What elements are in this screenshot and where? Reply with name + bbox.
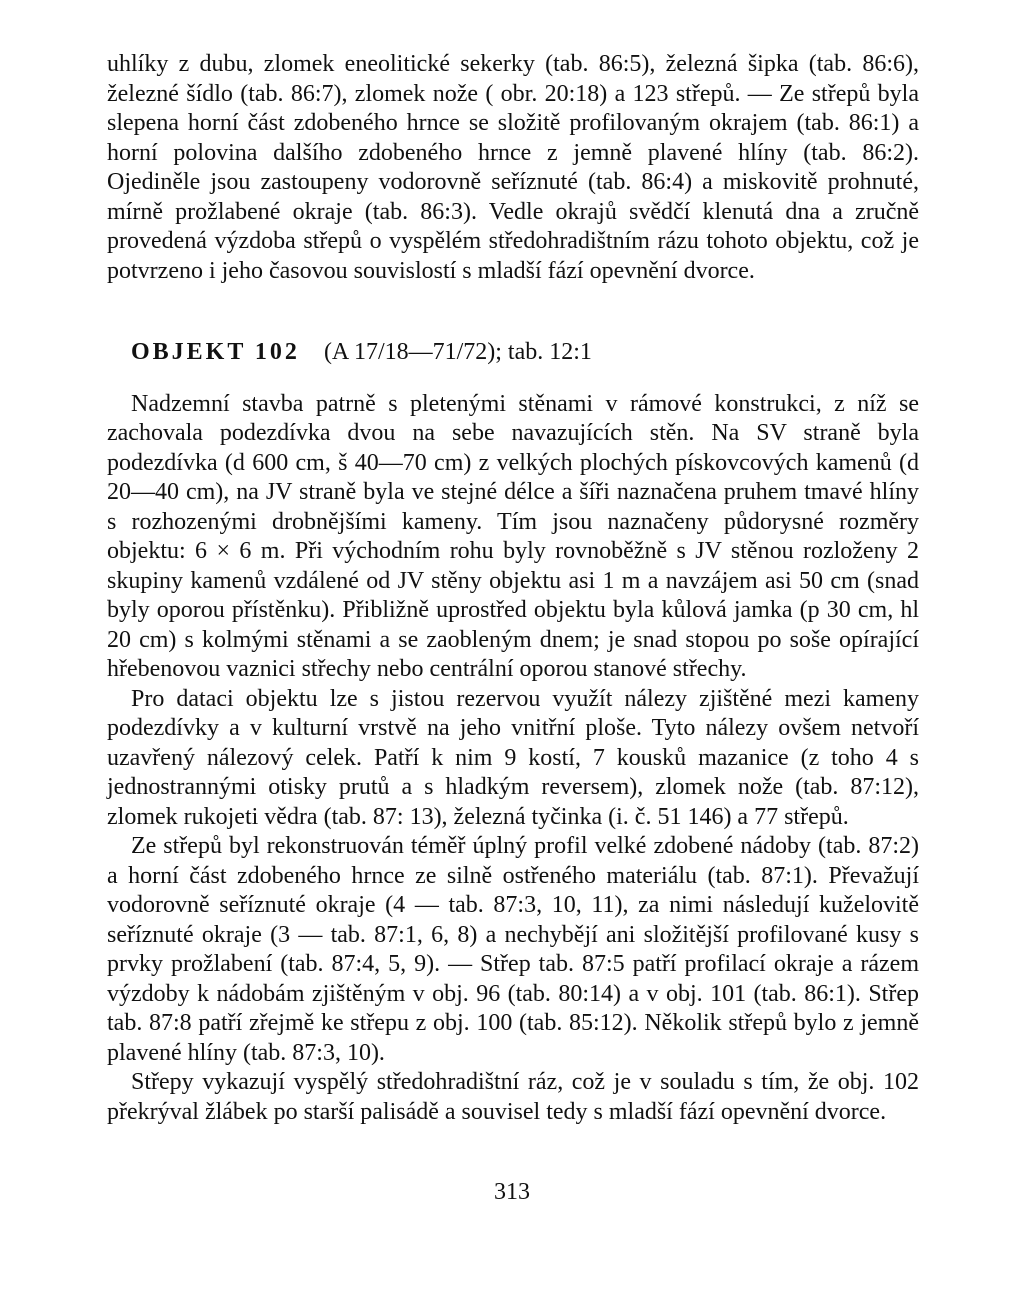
body-paragraph-1: uhlíky z dubu, zlomek eneolitické sekerky (tab. 86:5), železná šipka (tab. 86:6), železné šídlo (tab. 86:7), zlomek nože ( obr. 20:18) a 123 střepů. — Ze střepů byla slepena horní část zdobeného hrnce se složitě profilovaným okrajem (tab. 86:1) a horní polovina dalšího zdobeného hrnce z jemně plavené hlíny (tab. 86:2). Ojediněle jsou zastoupeny vodorovně seříznuté (tab. 86:4) a miskovitě prohnuté, mírně prožlabené okraje (tab. 86:3). Vedle okrajů svědčí klenutá dna a zručně provedená výzdoba střepů o vyspělém středohradištním rázu tohoto objektu, což je potvrzeno i jeho časovou souvislostí s mladší fází opevnění dvorce. (107, 51, 919, 284)
body-paragraph-4: Ze střepů byl rekonstruován téměř úplný profil velké zdobené nádoby (tab. 87:2) a horní část zdobeného hrnce ze silně ostřeného materiálu (tab. 87:1). Převažují vodorovně seříznuté okraje (4 — tab. 87:3, 10, 11), za nimi následují kuželovitě seříznuté okraje (3 — tab. 87:1, 6, 8) a nechybějí ani složitější profilované kusy s prvky prožlabení (tab. 87:4, 5, 9). — Střep tab. 87:5 patří profilací okraje a rázem výzdoby k nádobám zjištěným v obj. 96 (tab. 80:14) a v obj. 101 (tab. 86:1). Střep tab. 87:8 patří zřejmě ke střepu z obj. 100 (tab. 85:12). Několik střepů bylo z jemně plavené hlíny (tab. 87:3, 10). (107, 833, 919, 1066)
page-number: 313 (494, 1179, 530, 1205)
document-page (107, 50, 919, 1127)
body-paragraph-3: Pro dataci objektu lze s jistou rezervou využít nálezy zjištěné mezi kameny podezdívky a v kulturní vrstvě na jeho vnitřní ploše. Tyto nálezy ovšem netvoří uzavřený nálezový celek. Patří k nim 9 kostí, 7 kousků mazanice (z toho 4 s jednostrannými otisky prutů a s hladkým reversem), zlomek nože (tab. 87:12), zlomek rukojeti vědra (tab. 87: 13), železná tyčinka (i. č. 51 146) a 77 střepů. (107, 685, 919, 830)
section-heading-reference: (A 17/18—71/72); tab. 12:1 (323, 339, 592, 365)
body-paragraph-2: Nadzemní stavba patrně s pletenými stěnami v rámové konstrukci, z níž se zachovala podezdívka dvou na sebe navazujících stěn. Na SV straně byla podezdívka (d 600 cm, š 40—70 cm) z velkých plochých pískovcových kamenů (d 20—40 cm), na JV straně byla ve stejné délce a šíři naznačena pruhem tmavé hlíny s rozhozenými drobnějšími kameny. Tím jsou naznačeny půdorysné rozměry objektu: 6 × 6 m. Při východním rohu byly rovnoběžně s JV stěnou rozloženy 2 skupiny kamenů vzdálené od JV stěny objektu asi 1 m a navzájem asi 50 cm (snad byly oporou přístěnku). Přibližně uprostřed objektu byla kůlová jamka (p 30 cm, hl 20 cm) s kolmými stěnami a se zaobleným dnem; je snad stopou po soše opírající hřebenovou vaznici střechy nebo centrální oporou stanové střechy. (107, 390, 919, 682)
section-heading (107, 338, 919, 368)
body-paragraph-5: Střepy vykazují vyspělý středohradištní ráz, což je v souladu s tím, že obj. 102 překrýval žlábek po starší palisádě a souvisel tedy s mladší fází opevnění dvorce. (107, 1069, 919, 1125)
section-heading-title: OBJEKT 102 (131, 339, 300, 365)
